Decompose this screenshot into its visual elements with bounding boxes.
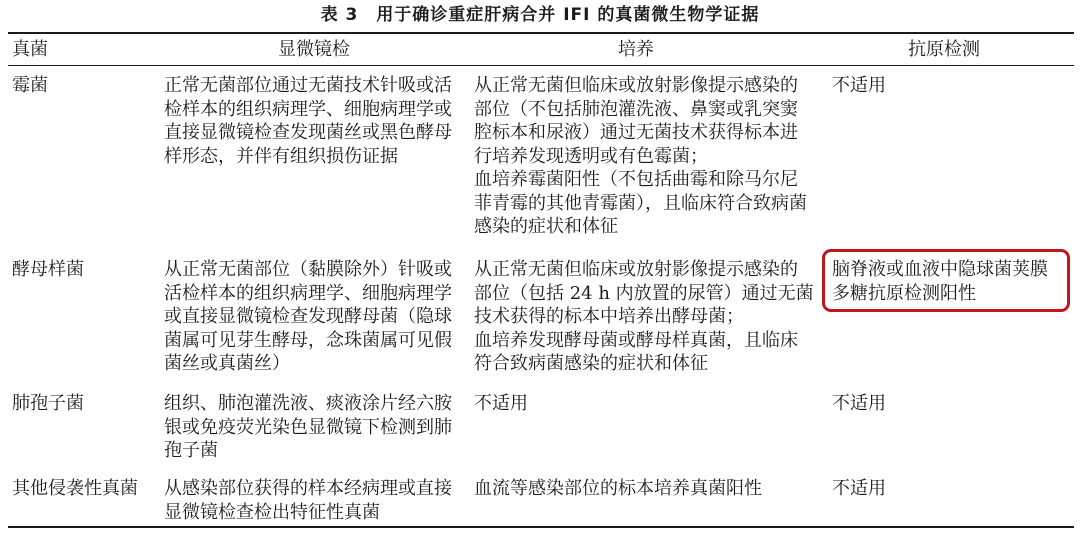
row-other-fungus: 其他侵袭性真菌	[12, 478, 138, 499]
row-yeast-fungus: 酵母样菌	[12, 259, 84, 280]
row-pneumocystis-fungus: 肺孢子菌	[12, 393, 84, 414]
header-culture: 培养	[618, 39, 654, 60]
row-other-antigen: 不适用	[832, 478, 886, 499]
row-other-culture: 血流等感染部位的标本培养真菌阳性	[474, 478, 762, 499]
row-yeast-microscopy: 从正常无菌部位（黏膜除外）针吸或活检样本的组织病理学、细胞病理学或直接显微镜检查发现酵母菌（隐球菌属可见芽生酵母，念珠菌属可见假菌丝或真菌丝）	[164, 259, 452, 374]
row-yeast-culture-part2: 血培养发现酵母菌或酵母样真菌，且临床符合致病菌感染的症状和体征	[474, 329, 798, 374]
header-fungus: 真菌	[12, 39, 48, 60]
header-rule	[8, 65, 1074, 66]
row-mold-culture-part1: 从正常无菌但临床或放射影像提示感染的部位（不包括肺泡灌洗液、鼻窦或乳突窦腔标本和尿液）通过无菌技术获得标本进行培养发现透明或有色霉菌；	[474, 75, 798, 167]
row-pneumocystis-antigen: 不适用	[832, 393, 886, 414]
row-mold-culture-part2: 血培养霉菌阳性（不包括曲霉和除马尔尼菲青霉的其他青霉菌），且临床符合致病菌感染的症状和体征	[474, 169, 807, 237]
row-pneumocystis-microscopy: 组织、肺泡灌洗液、痰液涂片经六胺银或免疫荧光染色显微镜下检测到肺孢子菌	[164, 393, 452, 461]
table-title: 用于确诊重症肝病合并 IFI 的真菌微生物学证据	[376, 5, 760, 25]
row-yeast-culture	[474, 258, 814, 376]
row-other-microscopy: 从感染部位获得的样本经病理或直接显微镜检查检出特征性真菌	[164, 478, 452, 523]
header-antigen: 抗原检测	[908, 39, 980, 60]
table-number: 表 3	[320, 5, 359, 25]
table-caption	[0, 2, 1080, 28]
row-yeast-culture-part1: 从正常无菌但临床或放射影像提示感染的部位（包括 24 h 内放置的尿管）通过无菌技术获得的标本中培养出酵母菌；	[474, 259, 814, 327]
header-microscopy: 显微镜检	[278, 39, 350, 60]
bottom-rule	[8, 526, 1074, 528]
row-mold-microscopy: 正常无菌部位通过无菌技术针吸或活检样本的组织病理学、细胞病理学或直接显微镜检查发现菌丝或黑色酵母样形态，并伴有组织损伤证据	[164, 75, 452, 167]
row-mold-antigen: 不适用	[832, 75, 886, 96]
top-rule	[8, 32, 1074, 34]
antigen-highlight-box	[822, 249, 1070, 312]
row-mold-culture	[474, 74, 814, 239]
row-mold-fungus: 霉菌	[12, 75, 48, 96]
row-pneumocystis-culture: 不适用	[474, 393, 528, 414]
row-yeast-antigen: 脑脊液或血液中隐球菌荚膜多糖抗原检测阳性	[832, 259, 1048, 304]
